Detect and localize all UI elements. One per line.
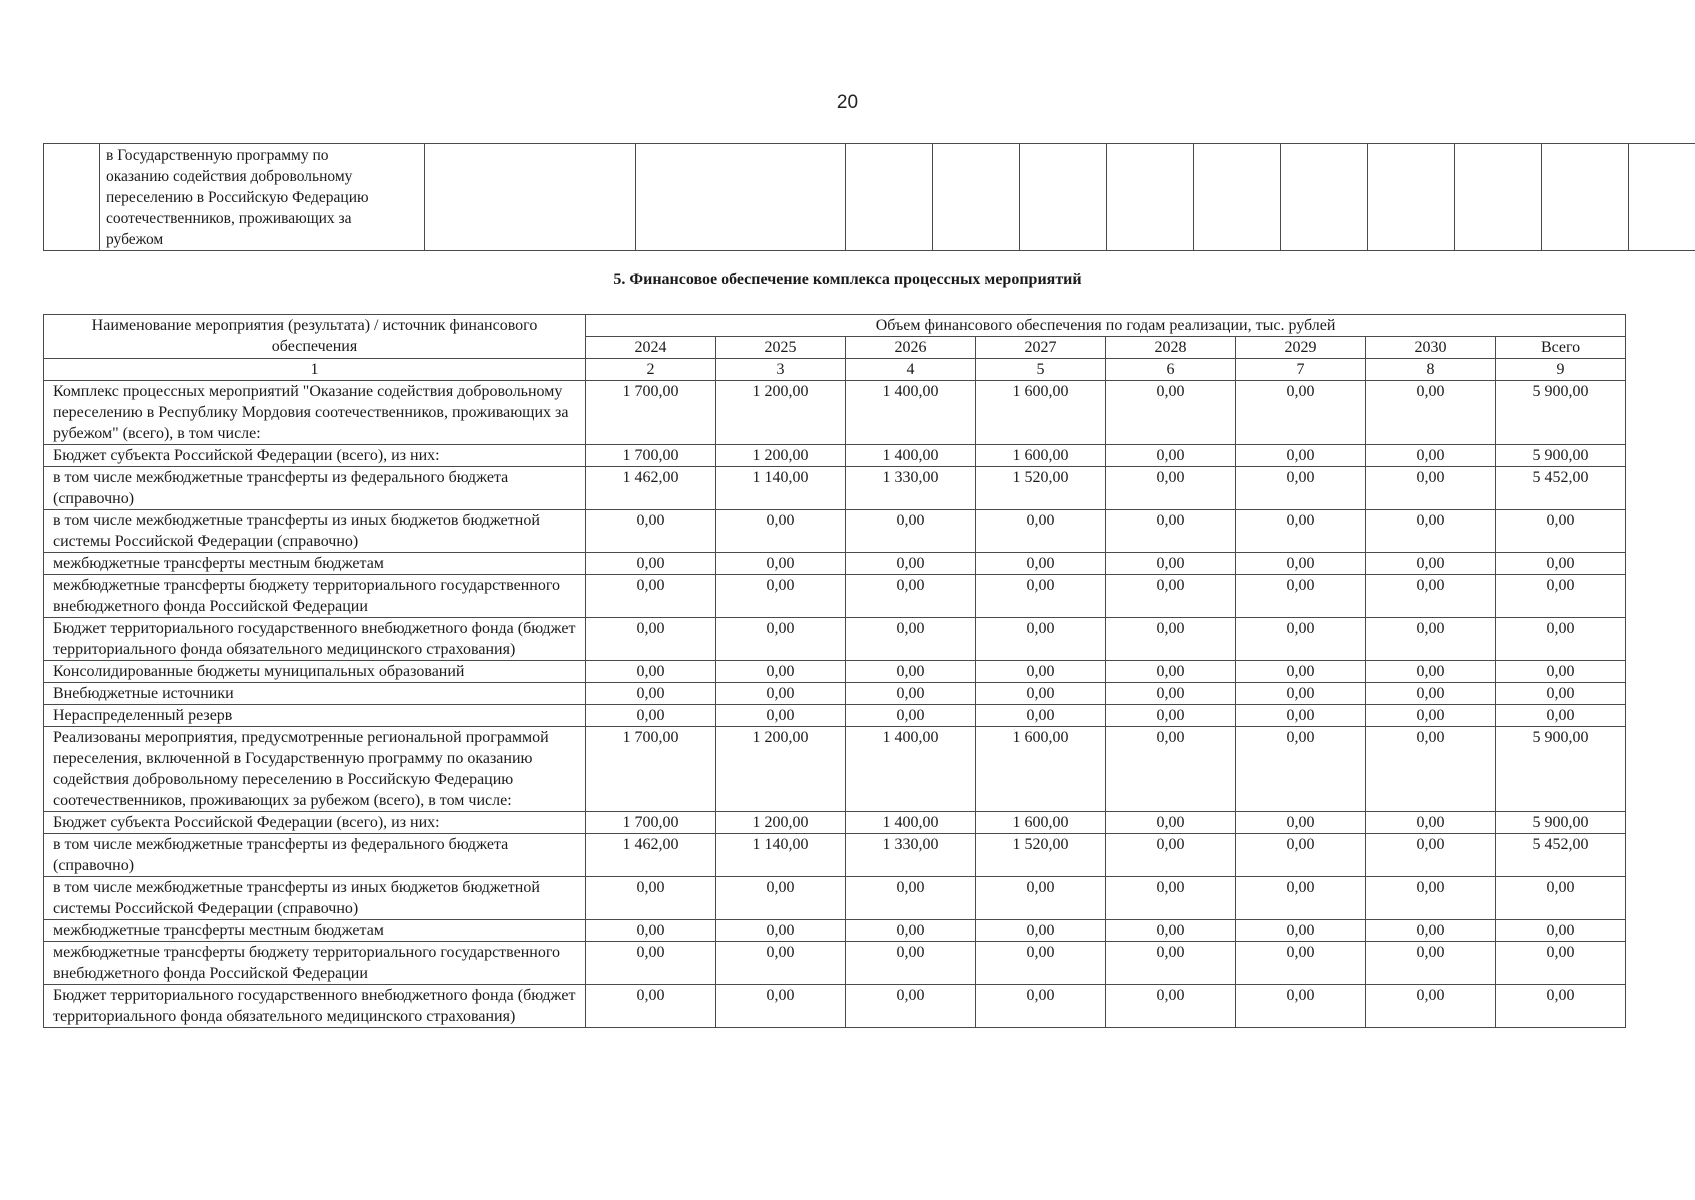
row-value: 0,00 [976, 661, 1106, 683]
row-value: 0,00 [1236, 618, 1366, 661]
row-value: 0,00 [716, 942, 846, 985]
row-value: 0,00 [1366, 812, 1496, 834]
row-value: 0,00 [1366, 575, 1496, 618]
continuation-row [44, 144, 1695, 251]
table-row [44, 445, 1626, 467]
row-value: 0,00 [1106, 381, 1236, 445]
table-row [44, 812, 1626, 834]
row-label: Реализованы мероприятия, предусмотренные региональной программой переселения, включенной в Государственную программу по оказанию содействия добровольному переселению в Российскую Федерацию соотечественников, проживающих за рубежом (всего), в том числе: [44, 727, 586, 812]
row-value: 0,00 [1236, 942, 1366, 985]
continuation-cell [1455, 144, 1542, 251]
row-label: межбюджетные трансферты бюджету территориального государственного внебюджетного фонда Российской Федерации [44, 942, 586, 985]
continuation-cell [1281, 144, 1368, 251]
row-value: 0,00 [586, 985, 716, 1028]
row-value: 0,00 [1236, 575, 1366, 618]
row-value: 0,00 [976, 985, 1106, 1028]
continuation-table [43, 143, 1695, 251]
row-value: 0,00 [586, 553, 716, 575]
column-number: 6 [1106, 359, 1236, 381]
row-value: 1 600,00 [976, 445, 1106, 467]
header-row [44, 315, 1626, 337]
row-total-value: 5 900,00 [1496, 445, 1626, 467]
row-value: 0,00 [1236, 661, 1366, 683]
row-value: 0,00 [1366, 553, 1496, 575]
row-value: 0,00 [1106, 834, 1236, 877]
table-row [44, 553, 1626, 575]
column-number: 5 [976, 359, 1106, 381]
row-label: межбюджетные трансферты бюджету территориального государственного внебюджетного фонда Российской Федерации [44, 575, 586, 618]
row-total-value: 0,00 [1496, 510, 1626, 553]
row-label: Бюджет субъекта Российской Федерации (всего), из них: [44, 445, 586, 467]
row-value: 0,00 [1366, 618, 1496, 661]
row-value: 0,00 [586, 920, 716, 942]
continuation-cell [1194, 144, 1281, 251]
row-total-value: 0,00 [1496, 661, 1626, 683]
row-label: Консолидированные бюджеты муниципальных образований [44, 661, 586, 683]
row-total-value: 0,00 [1496, 705, 1626, 727]
row-total-value: 0,00 [1496, 942, 1626, 985]
row-value: 0,00 [1236, 877, 1366, 920]
table-row [44, 705, 1626, 727]
row-value: 1 520,00 [976, 834, 1106, 877]
row-value: 1 462,00 [586, 834, 716, 877]
row-label: в том числе межбюджетные трансферты из федерального бюджета (справочно) [44, 467, 586, 510]
row-value: 0,00 [586, 618, 716, 661]
row-value: 0,00 [1366, 727, 1496, 812]
table-row [44, 727, 1626, 812]
continuation-cell [846, 144, 933, 251]
row-value: 1 200,00 [716, 445, 846, 467]
table-row [44, 661, 1626, 683]
row-value: 0,00 [846, 705, 976, 727]
header-year: 2024 [586, 337, 716, 359]
row-value: 0,00 [846, 510, 976, 553]
row-value: 0,00 [716, 575, 846, 618]
row-value: 0,00 [1236, 381, 1366, 445]
row-label: Бюджет территориального государственного внебюджетного фонда (бюджет территориального фонда обязательного медицинского страхования) [44, 985, 586, 1028]
row-value: 0,00 [1236, 467, 1366, 510]
continuation-cell [1107, 144, 1194, 251]
row-value: 0,00 [1366, 877, 1496, 920]
row-value: 0,00 [1366, 985, 1496, 1028]
row-value: 0,00 [1236, 553, 1366, 575]
row-value: 1 330,00 [846, 834, 976, 877]
column-number: 4 [846, 359, 976, 381]
row-value: 0,00 [586, 510, 716, 553]
row-value: 0,00 [1106, 467, 1236, 510]
row-value: 1 700,00 [586, 727, 716, 812]
row-value: 1 400,00 [846, 445, 976, 467]
row-value: 0,00 [1236, 985, 1366, 1028]
row-label: Бюджет субъекта Российской Федерации (всего), из них: [44, 812, 586, 834]
row-value: 0,00 [1106, 575, 1236, 618]
row-value: 0,00 [1106, 920, 1236, 942]
table-row [44, 985, 1626, 1028]
row-total-value: 0,00 [1496, 618, 1626, 661]
column-number: 2 [586, 359, 716, 381]
row-total-value: 0,00 [1496, 575, 1626, 618]
row-value: 1 200,00 [716, 812, 846, 834]
row-value: 0,00 [846, 942, 976, 985]
row-value: 1 700,00 [586, 381, 716, 445]
row-value: 0,00 [716, 683, 846, 705]
header-year: 2028 [1106, 337, 1236, 359]
row-value: 0,00 [846, 877, 976, 920]
row-value: 0,00 [976, 877, 1106, 920]
row-value: 0,00 [976, 618, 1106, 661]
row-value: 0,00 [1106, 510, 1236, 553]
row-total-value: 0,00 [1496, 553, 1626, 575]
row-value: 0,00 [586, 705, 716, 727]
column-numbers-row [44, 359, 1626, 381]
row-value: 0,00 [586, 942, 716, 985]
header-total: Всего [1496, 337, 1626, 359]
row-value: 0,00 [1236, 834, 1366, 877]
row-value: 0,00 [1106, 985, 1236, 1028]
row-value: 0,00 [716, 985, 846, 1028]
table-row [44, 834, 1626, 877]
table-row [44, 510, 1626, 553]
header-year: 2030 [1366, 337, 1496, 359]
row-value: 0,00 [1236, 920, 1366, 942]
table-row [44, 381, 1626, 445]
row-value: 0,00 [1106, 705, 1236, 727]
header-year: 2027 [976, 337, 1106, 359]
row-value: 0,00 [716, 661, 846, 683]
row-value: 1 700,00 [586, 812, 716, 834]
row-value: 1 140,00 [716, 834, 846, 877]
continuation-cell [44, 144, 100, 251]
column-number: 1 [44, 359, 586, 381]
continuation-cell [1629, 144, 1695, 251]
row-value: 0,00 [1106, 877, 1236, 920]
row-label: в том числе межбюджетные трансферты из федерального бюджета (справочно) [44, 834, 586, 877]
row-value: 0,00 [1366, 683, 1496, 705]
row-value: 0,00 [716, 877, 846, 920]
header-year: 2025 [716, 337, 846, 359]
row-value: 1 200,00 [716, 381, 846, 445]
row-value: 1 600,00 [976, 812, 1106, 834]
row-total-value: 5 452,00 [1496, 467, 1626, 510]
header-name: Наименование мероприятия (результата) / источник финансового обеспечения [44, 315, 586, 359]
row-value: 0,00 [846, 920, 976, 942]
row-value: 0,00 [586, 683, 716, 705]
row-total-value: 0,00 [1496, 683, 1626, 705]
row-value: 0,00 [1236, 812, 1366, 834]
row-value: 0,00 [586, 575, 716, 618]
financing-table-body [44, 381, 1626, 1028]
row-value: 0,00 [846, 618, 976, 661]
row-label: межбюджетные трансферты местным бюджетам [44, 553, 586, 575]
row-total-value: 5 452,00 [1496, 834, 1626, 877]
row-value: 0,00 [716, 705, 846, 727]
row-total-value: 5 900,00 [1496, 381, 1626, 445]
row-value: 0,00 [1106, 553, 1236, 575]
row-value: 1 462,00 [586, 467, 716, 510]
continuation-cell [100, 144, 425, 251]
row-value: 0,00 [1366, 705, 1496, 727]
continuation-cell [636, 144, 846, 251]
row-total-value: 5 900,00 [1496, 727, 1626, 812]
column-number: 3 [716, 359, 846, 381]
row-value: 0,00 [1106, 942, 1236, 985]
row-value: 0,00 [976, 510, 1106, 553]
continuation-text: в Государственную программу по оказанию содействия добровольному переселению в Российскую Федерацию соотечественников, проживающих за рубежом [106, 147, 369, 248]
table-row [44, 942, 1626, 985]
row-value: 1 400,00 [846, 812, 976, 834]
row-value: 1 600,00 [976, 381, 1106, 445]
row-value: 0,00 [976, 920, 1106, 942]
column-number: 9 [1496, 359, 1626, 381]
row-value: 1 330,00 [846, 467, 976, 510]
table-row [44, 683, 1626, 705]
row-value: 0,00 [1236, 683, 1366, 705]
header-year: 2026 [846, 337, 976, 359]
row-value: 0,00 [1366, 381, 1496, 445]
table-row [44, 618, 1626, 661]
row-value: 0,00 [716, 510, 846, 553]
row-value: 0,00 [1106, 618, 1236, 661]
page-number: 20 [836, 92, 859, 113]
row-value: 0,00 [976, 705, 1106, 727]
row-label: Нераспределенный резерв [44, 705, 586, 727]
table-row [44, 877, 1626, 920]
continuation-cell [1542, 144, 1629, 251]
row-value: 0,00 [1366, 445, 1496, 467]
row-value: 0,00 [1106, 727, 1236, 812]
row-value: 1 700,00 [586, 445, 716, 467]
row-value: 0,00 [716, 618, 846, 661]
continuation-cell [1368, 144, 1455, 251]
row-value: 0,00 [716, 553, 846, 575]
row-value: 0,00 [846, 661, 976, 683]
row-value: 0,00 [1366, 942, 1496, 985]
section-title: 5. Финансовое обеспечение комплекса процессных мероприятий [613, 271, 1082, 288]
row-value: 0,00 [976, 942, 1106, 985]
row-label: в том числе межбюджетные трансферты из иных бюджетов бюджетной системы Российской Федерации (справочно) [44, 510, 586, 553]
row-value: 1 400,00 [846, 727, 976, 812]
row-total-value: 0,00 [1496, 877, 1626, 920]
table-row [44, 575, 1626, 618]
row-value: 0,00 [1366, 834, 1496, 877]
row-value: 0,00 [1366, 661, 1496, 683]
row-label: в том числе межбюджетные трансферты из иных бюджетов бюджетной системы Российской Федерации (справочно) [44, 877, 586, 920]
row-value: 0,00 [1236, 510, 1366, 553]
row-value: 0,00 [846, 683, 976, 705]
continuation-cell [425, 144, 636, 251]
header-group: Объем финансового обеспечения по годам реализации, тыс. рублей [586, 315, 1626, 337]
header-year: 2029 [1236, 337, 1366, 359]
row-value: 1 400,00 [846, 381, 976, 445]
row-value: 1 600,00 [976, 727, 1106, 812]
row-value: 0,00 [1366, 467, 1496, 510]
row-value: 0,00 [976, 553, 1106, 575]
row-value: 0,00 [1366, 510, 1496, 553]
row-value: 0,00 [586, 877, 716, 920]
row-value: 0,00 [586, 661, 716, 683]
row-value: 0,00 [1366, 920, 1496, 942]
row-value: 0,00 [1106, 445, 1236, 467]
row-value: 1 140,00 [716, 467, 846, 510]
table-row [44, 920, 1626, 942]
row-value: 0,00 [1106, 812, 1236, 834]
continuation-cell [1020, 144, 1107, 251]
row-value: 0,00 [1106, 683, 1236, 705]
row-label: Комплекс процессных мероприятий "Оказание содействия добровольному переселению в Республику Мордовия соотечественников, проживающих за рубежом" (всего), в том числе: [44, 381, 586, 445]
column-number: 8 [1366, 359, 1496, 381]
row-total-value: 0,00 [1496, 985, 1626, 1028]
row-label: Бюджет территориального государственного внебюджетного фонда (бюджет территориального фонда обязательного медицинского страхования) [44, 618, 586, 661]
row-value: 0,00 [1236, 445, 1366, 467]
row-value: 0,00 [976, 575, 1106, 618]
row-value: 0,00 [846, 553, 976, 575]
row-value: 1 520,00 [976, 467, 1106, 510]
row-value: 0,00 [846, 575, 976, 618]
row-value: 0,00 [976, 683, 1106, 705]
row-total-value: 5 900,00 [1496, 812, 1626, 834]
row-value: 0,00 [1236, 727, 1366, 812]
row-value: 1 200,00 [716, 727, 846, 812]
row-label: межбюджетные трансферты местным бюджетам [44, 920, 586, 942]
row-value: 0,00 [716, 920, 846, 942]
row-label: Внебюджетные источники [44, 683, 586, 705]
table-row [44, 467, 1626, 510]
row-value: 0,00 [846, 985, 976, 1028]
row-value: 0,00 [1106, 661, 1236, 683]
row-value: 0,00 [1236, 705, 1366, 727]
continuation-cell [933, 144, 1020, 251]
financing-table [43, 314, 1626, 1028]
row-total-value: 0,00 [1496, 920, 1626, 942]
column-number: 7 [1236, 359, 1366, 381]
